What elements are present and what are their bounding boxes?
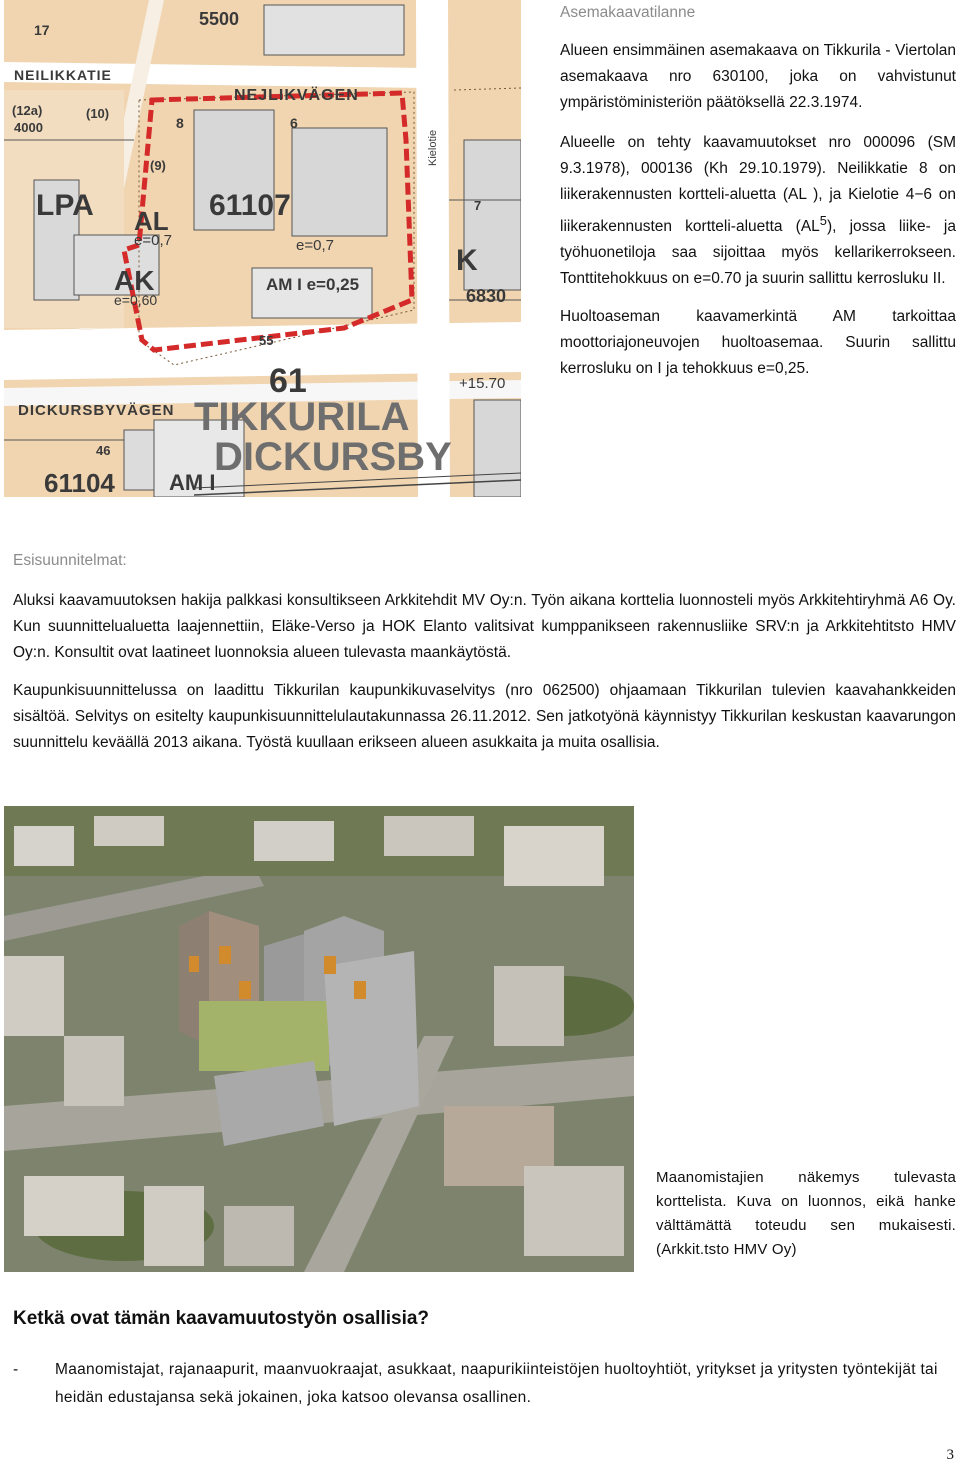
zoning-status-paragraph-3: Huoltoaseman kaavamerkintä AM tarkoittaa moottoriajoneuvojen huoltoasemaa. Suurin sallittu kerrosluku on I ja tehokkuus e=0,25. [560,308,956,378]
map-label-5500: 5500 [199,9,240,29]
aerial-render-image [4,806,634,1272]
map-label-ak-e: e=0,60 [114,292,158,308]
preliminary-plans-paragraph-2: Kaupunkisuunnittelussa on laadittu Tikkurilan kaupunkikuvaselvitys (nro 062500) ohjaamaan Tikkurilan tulevien kaavahankkeiden sisältöä. Selvitys on esitelty kaupunkisuunnittelulautakunnassa 26.11.2012. Sen jatkotyönä käynnistyy Tikkurilan keskustan kaavarungon suunnittelu keväällä 2013 aikana. Työstä kuullaan erikseen alueen asukkaita ja muita osallisia. [13,682,956,751]
map-label-6830: 6830 [466,286,507,306]
map-label-lpa: LPA [36,189,94,222]
aerial-render-caption: Maanomistajien näkemys tulevasta korttelista. Kuva on luonnos, eikä hanke välttämättä toteudu sen mukaisesti. (Arkkit.tsto HMV Oy) [656,1169,956,1258]
map-label-7: 7 [474,198,482,213]
zoning-status-paragraph-1: Alueen ensimmäinen asemakaava on Tikkurila - Viertolan asemakaava nro 630100, joka on vahvistunut ympäristöministeriön päätöksellä 22.3.1974. [560,42,956,111]
map-label-k: K [456,244,478,277]
paragraph-2-superscript: 5 [819,213,827,228]
zoning-map [4,0,521,497]
map-label-neilikkatie: NEILIKKATIE [14,67,112,83]
paragraph-2-part-a: Alueelle on tehty kaavamuutokset nro 000096 (SM 9.3.1978), 000136 (Kh 29.10.1979). Neilikkatie 8 on liikerakennusten kortteli-aluetta (AL ), ja Kielotie 4−6 on liikerakennusten kortteli-aluetta (AL [560,134,956,236]
zoning-status-column [560,0,956,396]
map-label-46: 46 [96,443,111,458]
list-dash: - [13,1361,19,1378]
map-label-12a: (12a) [12,103,43,118]
map-label-al-e: e=0,7 [134,232,172,249]
map-label-6: 6 [290,115,298,131]
map-label-neilikvagen: NEJLIKVÄGEN [234,87,359,104]
map-label-block-61107: 61107 [209,189,291,222]
map-label-10: (10) [86,106,110,121]
zoning-status-heading: Asemakaavatilanne [560,4,696,21]
map-label-dickursbyvagen: DICKURSBYVÄGEN [18,402,175,419]
paragraph-2-part-b: ), jossa liike- ja työhuonetiloja saa sijoittaa myös kellarikerrokseen. Tonttitehokkuus on e=0.70 ja suurin sallittu kerrosluku II. [560,218,956,288]
map-label-dickursby: DICKURSBY [214,435,452,479]
map-label-61: 61 [269,362,307,400]
map-label-55: 55 [259,333,274,348]
map-label-kielotie: Kielotie [427,129,439,166]
map-label-am-i-bottom: AM I [169,470,216,495]
map-label-9: (9) [150,158,166,173]
map-label-al: AL [134,206,169,236]
map-label-4000: 4000 [14,120,43,135]
participants-heading: Ketkä ovat tämän kaavamuutostyön osallisia? [13,1308,430,1329]
map-label-al5-e: e=0,7 [296,237,334,254]
page-number: 3 [946,1447,954,1463]
zoning-status-paragraph-2 [560,130,956,292]
map-label-am-i: AM I e=0,25 [266,275,360,294]
map-label-ak: AK [114,265,155,296]
map-label-tikkurila: TIKKURILA [194,395,410,439]
preliminary-plans-heading: Esisuunnitelmat: [13,552,127,569]
map-label-17: 17 [34,22,50,38]
map-label-61104: 61104 [44,468,115,497]
map-label-8: 8 [176,115,184,131]
participants-list-item [13,1356,956,1412]
preliminary-plans-paragraph-1: Aluksi kaavamuutoksen hakija palkkasi konsultikseen Arkkitehdit MV Oy:n. Työn aikana korttelia luonnosteli myös Arkkitehtiryhmä A6 Oy. Kun suunnittelualuetta laajennettiin, Eläke-Verso ja HOK Elanto valitsivat kumppanikseen rakennusliike SRV:n ja Arkkitehtitsto HMV Oy:n. Konsultit ovat laatineet luonnoksia alueen tulevasta maankäytöstä. [13,592,956,661]
participants-list-text: Maanomistajat, rajanaapurit, maanvuokraajat, asukkaat, naapurikiinteistöjen huoltoyhtiöt, yritykset ja yritysten työntekijät tai heidän edustajansa sekä jokainen, joka katsoo olevansa osallinen. [55,1361,938,1406]
map-label-15-70: +15.70 [459,375,506,392]
